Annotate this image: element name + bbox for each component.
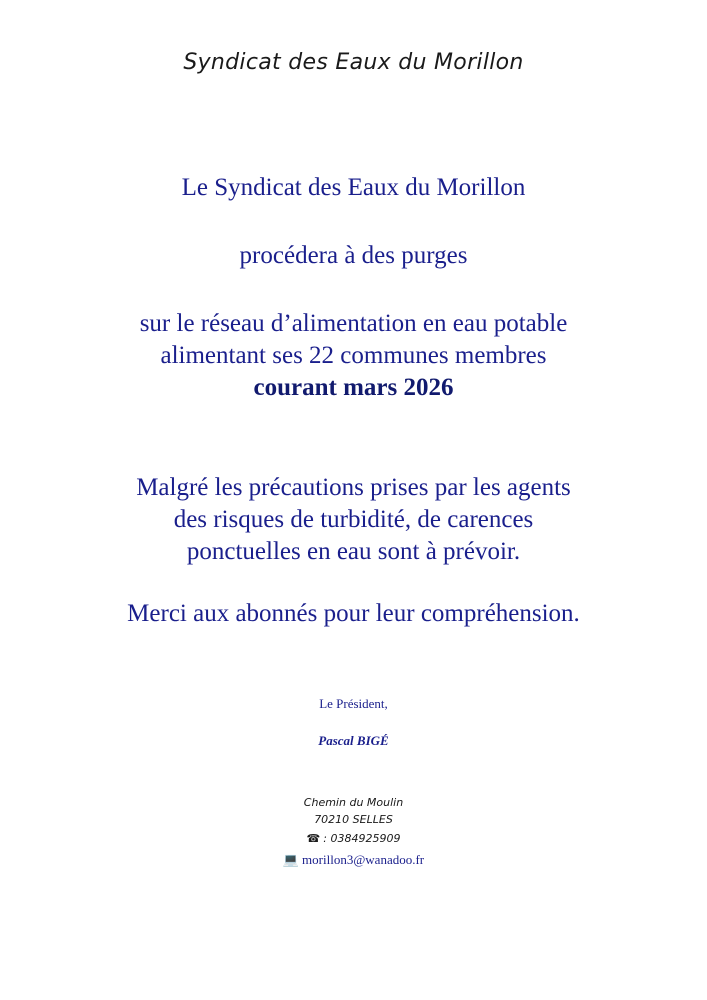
phone-line: [0, 832, 707, 845]
telephone-icon: ☎: [306, 832, 321, 845]
computer-icon: 💻: [282, 852, 300, 867]
notice-line-3: sur le réseau d’alimentation en eau potable: [139, 310, 568, 337]
email-line: [0, 852, 707, 868]
notice-date: courant mars 2026: [253, 374, 454, 401]
phone-number: : 0384925909: [323, 832, 401, 845]
email-address[interactable]: morillon3@wanadoo.fr: [302, 852, 425, 867]
notice-thanks: Merci aux abonnés pour leur compréhension.: [127, 600, 580, 627]
organization-header: Syndicat des Eaux du Morillon: [183, 50, 524, 75]
notice-line-6: Malgré les précautions prises par les agents: [136, 474, 571, 501]
address-street: Chemin du Moulin: [303, 796, 404, 809]
signature-title: Le Président,: [319, 696, 388, 711]
notice-block-schedule: [0, 308, 707, 404]
notice-line-1: Le Syndicat des Eaux du Morillon: [181, 174, 526, 201]
notice-line-2: procédera à des purges: [239, 242, 468, 269]
signature-name: Pascal BIGÉ: [318, 733, 389, 748]
address-city: 70210 SELLES: [314, 813, 393, 826]
notice-block-warning: [0, 472, 707, 568]
notice-line-7: des risques de turbidité, de carences: [173, 506, 534, 533]
notice-line-4: alimentant ses 22 communes membres: [160, 342, 547, 369]
notice-line-8: ponctuelles en eau sont à prévoir.: [186, 538, 521, 565]
